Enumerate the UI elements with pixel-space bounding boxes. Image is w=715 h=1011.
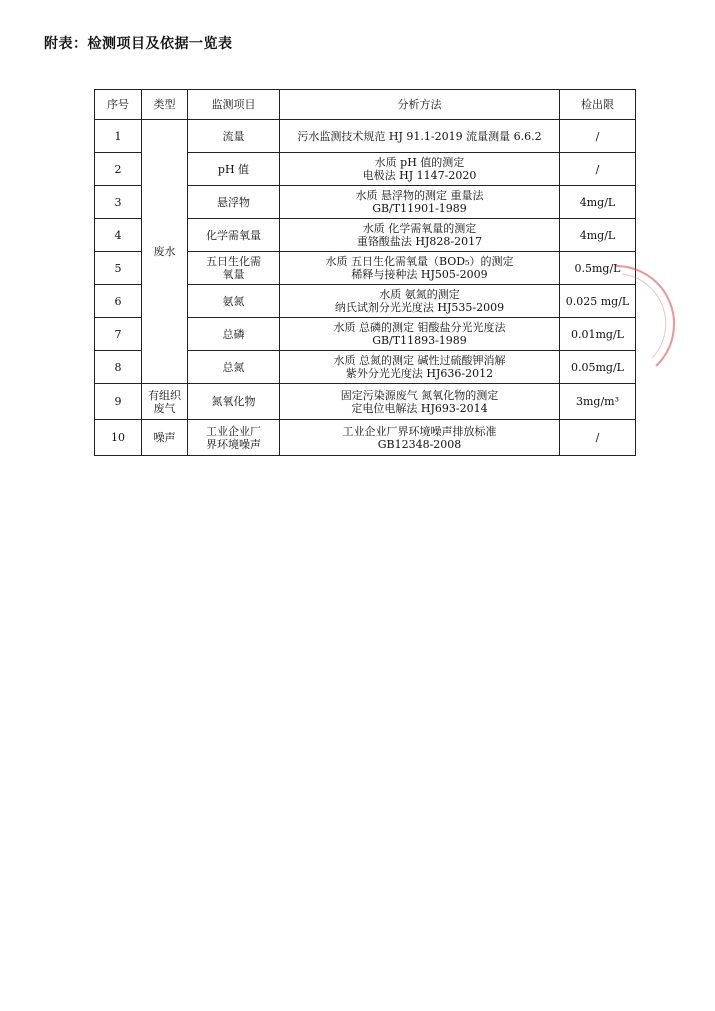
row-limit: / <box>560 420 636 456</box>
row-limit: 4mg/L <box>560 186 636 219</box>
row-no: 5 <box>95 252 142 285</box>
row-item: 悬浮物 <box>188 186 280 219</box>
row-method: 水质 总磷的测定 钼酸盐分光光度法 GB/T11893-1989 <box>280 318 560 351</box>
table-row <box>95 420 636 456</box>
row-method: 水质 氨氮的测定 纳氏试剂分光光度法 HJ535-2009 <box>280 285 560 318</box>
row-item: pH 值 <box>188 153 280 186</box>
row-method: 水质 悬浮物的测定 重量法 GB/T11901-1989 <box>280 186 560 219</box>
row-method: 污水监测技术规范 HJ 91.1-2019 流量测量 6.6.2 <box>280 120 560 153</box>
row-no: 4 <box>95 219 142 252</box>
inspection-items-table <box>94 89 636 456</box>
row-item: 总磷 <box>188 318 280 351</box>
row-no: 8 <box>95 351 142 384</box>
row-limit: 0.05mg/L <box>560 351 636 384</box>
row-limit: 4mg/L <box>560 219 636 252</box>
row-no: 3 <box>95 186 142 219</box>
header-category: 类型 <box>142 90 188 120</box>
row-no: 10 <box>95 420 142 456</box>
table-header-row <box>95 90 636 120</box>
row-no: 7 <box>95 318 142 351</box>
page-title: 附表：检测项目及依据一览表 <box>44 36 233 52</box>
row-method: 工业企业厂界环境噪声排放标准 GB12348-2008 <box>280 420 560 456</box>
row-limit: / <box>560 120 636 153</box>
row-limit: 0.01mg/L <box>560 318 636 351</box>
row-limit: 3mg/m³ <box>560 384 636 420</box>
row-item: 氨氮 <box>188 285 280 318</box>
row-no: 1 <box>95 120 142 153</box>
header-limit: 检出限 <box>560 90 636 120</box>
row-limit: 0.025 mg/L <box>560 285 636 318</box>
row-no: 9 <box>95 384 142 420</box>
table-row <box>95 384 636 420</box>
row-limit: 0.5mg/L <box>560 252 636 285</box>
row-method: 水质 总氮的测定 碱性过硫酸钾消解 紫外分光光度法 HJ636-2012 <box>280 351 560 384</box>
category-noise: 噪声 <box>142 420 188 456</box>
row-no: 6 <box>95 285 142 318</box>
row-method: 固定污染源废气 氮氧化物的测定 定电位电解法 HJ693-2014 <box>280 384 560 420</box>
header-method: 分析方法 <box>280 90 560 120</box>
row-item: 五日生化需 氧量 <box>188 252 280 285</box>
header-no: 序号 <box>95 90 142 120</box>
row-item: 化学需氧量 <box>188 219 280 252</box>
table-row <box>95 120 636 153</box>
header-item: 监测项目 <box>188 90 280 120</box>
row-method: 水质 pH 值的测定 电极法 HJ 1147-2020 <box>280 153 560 186</box>
row-item: 工业企业厂 界环境噪声 <box>188 420 280 456</box>
row-no: 2 <box>95 153 142 186</box>
row-item: 流量 <box>188 120 280 153</box>
row-limit: / <box>560 153 636 186</box>
category-wastewater: 废水 <box>142 120 188 384</box>
category-exhaust: 有组织 废气 <box>142 384 188 420</box>
row-item: 氮氧化物 <box>188 384 280 420</box>
row-item: 总氮 <box>188 351 280 384</box>
row-method: 水质 五日生化需氧量（BOD₅）的测定 稀释与接种法 HJ505-2009 <box>280 252 560 285</box>
row-method: 水质 化学需氧量的测定 重铬酸盐法 HJ828-2017 <box>280 219 560 252</box>
